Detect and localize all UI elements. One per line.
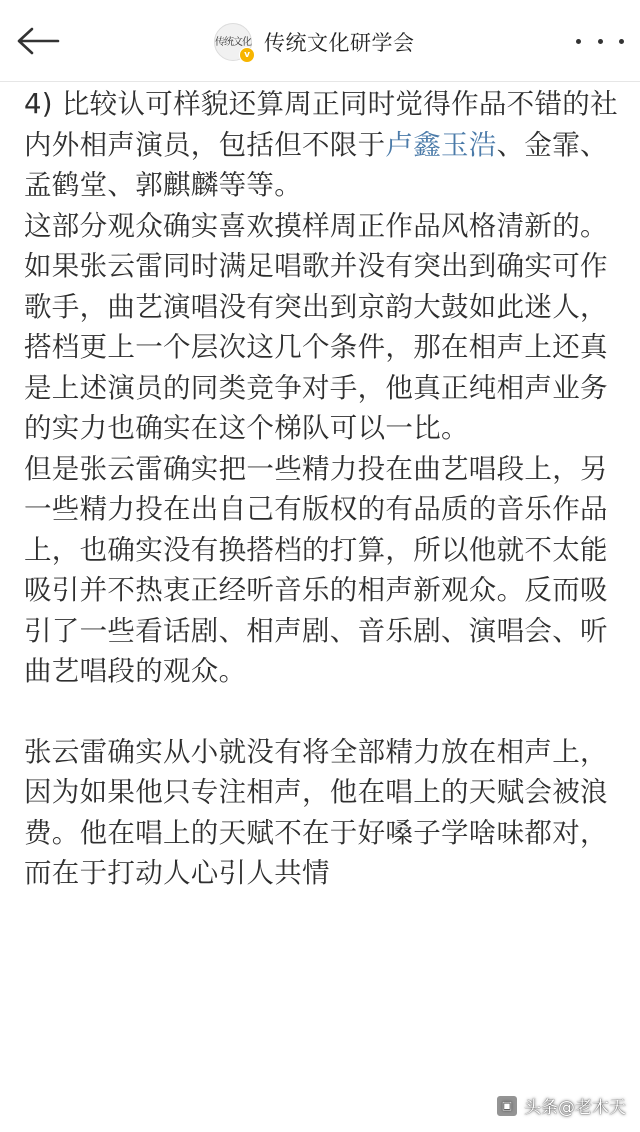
avatar-logo: 传统文化 bbox=[215, 36, 251, 48]
article-paragraph: 如果张云雷同时满足唱歌并没有突出到确实可作歌手，曲艺演唱没有突出到京韵大鼓如此迷人，搭档更上一个层次这几个条件，那在相声上还真是上述演员的同类竞争对手，他真正纯相声业务的实力也确实在这个梯队可以一比。 bbox=[24, 250, 608, 444]
paragraph-text: 、金霏、孟鹤堂、郭麒麟等等。 bbox=[24, 128, 608, 201]
account-name[interactable]: 传统文化研学会 bbox=[264, 31, 415, 55]
more-dots-icon bbox=[598, 39, 603, 44]
watermark bbox=[496, 1093, 626, 1118]
article-paragraph: 但是张云雷确实把一些精力投在曲艺唱段上，另一些精力投在出自己有版权的有品质的音乐作品上，也确实没有换搭档的打算，所以他就不太能吸引并不热衷正经听音乐的相声新观众。反而吸引了一些看话剧、相声剧、音乐剧、演唱会、听曲艺唱段的观众。 bbox=[24, 452, 608, 687]
arrow-left-icon bbox=[16, 26, 60, 56]
top-bar bbox=[0, 0, 640, 82]
more-button[interactable] bbox=[576, 28, 624, 54]
more-dots-icon bbox=[619, 39, 624, 44]
paragraph-text: 4) 比较认可样貌还算周正同时觉得作品不错的社内外相声演员，包括但不限于 bbox=[24, 88, 618, 161]
article-body bbox=[24, 84, 620, 894]
verified-v-icon: v bbox=[239, 47, 255, 63]
more-dots-icon bbox=[576, 39, 581, 44]
back-button[interactable] bbox=[10, 16, 66, 66]
avatar[interactable] bbox=[214, 23, 252, 61]
watermark-text: 头条@老木天 bbox=[524, 1098, 626, 1118]
article-paragraph bbox=[24, 84, 620, 206]
article-paragraph: 张云雷确实从小就没有将全部精力放在相声上，因为如果他只专注相声，他在唱上的天赋会被浪费。他在唱上的天赋不在于好嗓子学啥味都对，而在于打动人心引人共情 bbox=[24, 735, 608, 889]
account-title[interactable] bbox=[214, 20, 415, 64]
performer-link[interactable]: 卢鑫玉浩 bbox=[385, 128, 497, 161]
paragraph-spacer bbox=[24, 692, 620, 732]
article-paragraph: 这部分观众确实喜欢摸样周正作品风格清新的。 bbox=[24, 209, 608, 242]
toutiao-logo-icon: ▣ bbox=[496, 1095, 518, 1117]
